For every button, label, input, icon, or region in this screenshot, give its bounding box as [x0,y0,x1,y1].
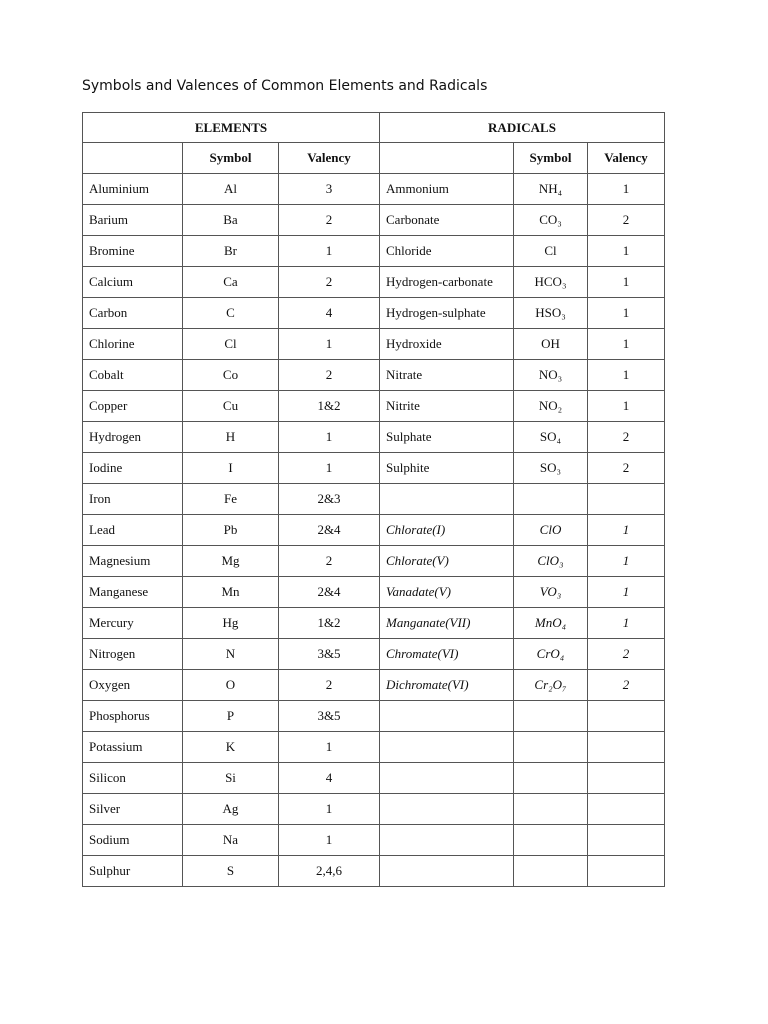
table-row [83,670,665,701]
table-row [83,298,665,329]
element-name: Barium [83,205,183,236]
radical-valency: 2 [588,422,665,453]
radical-valency: 1 [588,515,665,546]
table-row [83,794,665,825]
element-symbol: Ba [183,205,279,236]
radical-name [380,763,514,794]
element-symbol-header: Symbol [183,143,279,174]
radical-name: Hydrogen-sulphate [380,298,514,329]
element-name: Phosphorus [83,701,183,732]
radical-symbol [514,856,588,887]
radical-symbol: CO₃ [514,205,588,236]
radical-name [380,701,514,732]
element-valency: 2 [279,670,380,701]
radical-name: Chlorate(I) [380,515,514,546]
element-symbol: Cl [183,329,279,360]
element-symbol: Cu [183,391,279,422]
element-symbol: S [183,856,279,887]
radical-valency-header: Valency [588,143,665,174]
element-name: Magnesium [83,546,183,577]
element-symbol: Br [183,236,279,267]
element-valency: 2 [279,546,380,577]
element-symbol: Pb [183,515,279,546]
element-valency: 2 [279,267,380,298]
element-name: Sodium [83,825,183,856]
table-row [83,546,665,577]
element-symbol: Na [183,825,279,856]
radical-valency: 1 [588,608,665,639]
element-valency: 3&5 [279,639,380,670]
radical-valency [588,825,665,856]
radical-symbol: VO₃ [514,577,588,608]
radical-name: Chlorate(V) [380,546,514,577]
radical-name: Carbonate [380,205,514,236]
element-valency: 1 [279,329,380,360]
table-row [83,360,665,391]
element-valency: 4 [279,763,380,794]
element-name: Carbon [83,298,183,329]
radical-name: Hydrogen-carbonate [380,267,514,298]
element-valency: 2,4,6 [279,856,380,887]
radical-name: Nitrite [380,391,514,422]
radical-valency [588,732,665,763]
radical-valency: 2 [588,453,665,484]
element-name: Sulphur [83,856,183,887]
element-name: Silicon [83,763,183,794]
radical-valency: 1 [588,298,665,329]
radical-symbol [514,825,588,856]
table-row [83,856,665,887]
element-name: Cobalt [83,360,183,391]
radical-name: Ammonium [380,174,514,205]
radical-symbol: NO₃ [514,360,588,391]
element-name: Mercury [83,608,183,639]
element-symbol: H [183,422,279,453]
radical-name: Chloride [380,236,514,267]
radical-name: Hydroxide [380,329,514,360]
radical-name: Manganate(VII) [380,608,514,639]
radical-symbol: SO₄ [514,422,588,453]
radical-name [380,732,514,763]
element-symbol: Mn [183,577,279,608]
radical-symbol: Cl [514,236,588,267]
radical-symbol [514,484,588,515]
element-name: Silver [83,794,183,825]
table-row [83,763,665,794]
element-valency: 3&5 [279,701,380,732]
table-row [83,174,665,205]
element-symbol: Hg [183,608,279,639]
radical-valency: 1 [588,174,665,205]
table-row [83,267,665,298]
radical-name: Nitrate [380,360,514,391]
radical-name: Vanadate(V) [380,577,514,608]
radical-symbol [514,701,588,732]
radical-symbol [514,763,588,794]
element-valency: 1 [279,825,380,856]
element-valency: 2&4 [279,515,380,546]
element-symbol: I [183,453,279,484]
radical-symbol: MnO₄ [514,608,588,639]
valency-table [82,112,665,887]
radical-valency: 2 [588,670,665,701]
table-body [83,174,665,887]
radical-symbol: HCO₃ [514,267,588,298]
table-row [83,639,665,670]
radical-symbol [514,732,588,763]
element-valency: 1&2 [279,391,380,422]
radical-name: Sulphite [380,453,514,484]
element-symbol: P [183,701,279,732]
radical-name: Sulphate [380,422,514,453]
element-symbol: Ag [183,794,279,825]
radical-valency: 1 [588,267,665,298]
element-valency: 1 [279,453,380,484]
element-valency: 3 [279,174,380,205]
radical-symbol: OH [514,329,588,360]
table-row [83,515,665,546]
element-name: Manganese [83,577,183,608]
element-symbol: Mg [183,546,279,577]
element-symbol: Al [183,174,279,205]
element-symbol: Fe [183,484,279,515]
radical-symbol: NO₂ [514,391,588,422]
radical-name: Dichromate(VI) [380,670,514,701]
radical-name: Chromate(VI) [380,639,514,670]
element-name: Iodine [83,453,183,484]
element-name: Oxygen [83,670,183,701]
radical-valency [588,701,665,732]
radical-valency [588,763,665,794]
element-name: Copper [83,391,183,422]
element-valency: 1 [279,732,380,763]
element-name: Potassium [83,732,183,763]
table-row [83,205,665,236]
table-row [83,701,665,732]
element-symbol: Si [183,763,279,794]
table-row [83,577,665,608]
element-symbol: O [183,670,279,701]
radical-symbol: ClO [514,515,588,546]
element-valency: 2&4 [279,577,380,608]
radical-name-header [380,143,514,174]
element-valency: 1 [279,794,380,825]
element-name: Lead [83,515,183,546]
radicals-header: RADICALS [380,113,665,143]
element-symbol: C [183,298,279,329]
element-symbol: N [183,639,279,670]
element-name: Nitrogen [83,639,183,670]
radical-valency: 1 [588,577,665,608]
radical-name [380,484,514,515]
element-valency: 4 [279,298,380,329]
radical-name [380,856,514,887]
element-name: Bromine [83,236,183,267]
element-symbol: Co [183,360,279,391]
radical-name [380,794,514,825]
element-valency: 1&2 [279,608,380,639]
table-row [83,236,665,267]
radical-symbol: HSO₃ [514,298,588,329]
radical-symbol: SO₃ [514,453,588,484]
elements-header: ELEMENTS [83,113,380,143]
element-symbol: K [183,732,279,763]
element-valency: 1 [279,422,380,453]
radical-valency: 2 [588,639,665,670]
element-valency: 2&3 [279,484,380,515]
element-valency: 2 [279,360,380,391]
table-row [83,608,665,639]
radical-symbol: NH₄ [514,174,588,205]
table-row [83,422,665,453]
table-row [83,732,665,763]
element-valency: 1 [279,236,380,267]
table-row [83,391,665,422]
table-row [83,825,665,856]
element-name: Hydrogen [83,422,183,453]
radical-symbol [514,794,588,825]
radical-symbol: CrO₄ [514,639,588,670]
radical-valency: 1 [588,546,665,577]
element-valency-header: Valency [279,143,380,174]
element-name: Iron [83,484,183,515]
radical-symbol: Cr₂O₇ [514,670,588,701]
radical-valency [588,856,665,887]
element-name: Calcium [83,267,183,298]
table-row [83,329,665,360]
table-row [83,453,665,484]
element-name-header [83,143,183,174]
element-name: Chlorine [83,329,183,360]
element-symbol: Ca [183,267,279,298]
radical-valency: 1 [588,360,665,391]
radical-valency [588,794,665,825]
radical-valency: 2 [588,205,665,236]
element-valency: 2 [279,205,380,236]
radical-symbol: ClO₃ [514,546,588,577]
radical-valency: 1 [588,391,665,422]
table-row [83,484,665,515]
element-name: Aluminium [83,174,183,205]
radical-symbol-header: Symbol [514,143,588,174]
radical-valency [588,484,665,515]
page-title: Symbols and Valences of Common Elements and Radicals [82,78,488,94]
radical-valency: 1 [588,329,665,360]
radical-valency: 1 [588,236,665,267]
radical-name [380,825,514,856]
